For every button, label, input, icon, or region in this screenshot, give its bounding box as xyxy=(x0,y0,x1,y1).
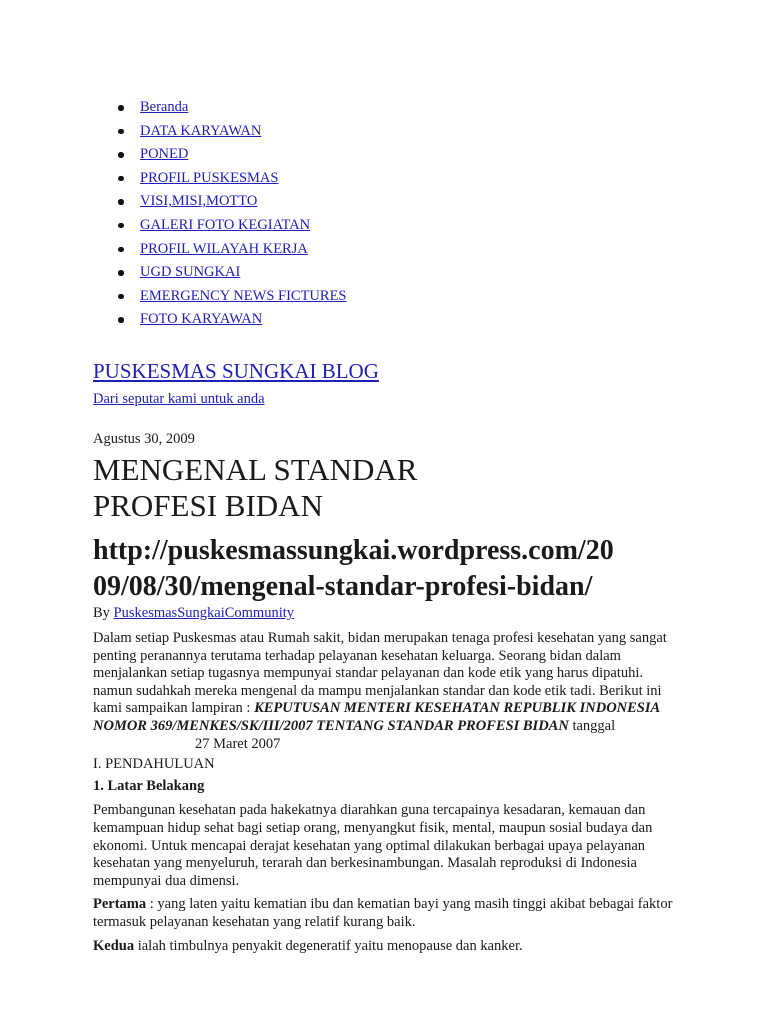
nav-link-ugd-sungkai[interactable]: UGD SUNGKAI xyxy=(140,264,241,281)
post-url-line-2: 09/08/30/mengenal-standar-profesi-bidan/ xyxy=(93,571,593,602)
nav-item-beranda xyxy=(94,96,347,120)
intro-paragraph xyxy=(93,630,678,753)
nav-item-poned xyxy=(94,143,347,167)
post-title-line-1: MENGENAL STANDAR xyxy=(93,452,418,487)
author-link[interactable]: PuskesmasSungkaiCommunity xyxy=(113,605,295,621)
byline xyxy=(93,605,294,622)
nav-menu xyxy=(94,96,347,332)
decree-date-label: tanggal xyxy=(572,717,616,734)
decree-title: KEPUTUSAN MENTERI KESEHATAN REPUBLIK INDONESIA NOMOR 369/MENKES/SK/III/2007 TENTANG STANDAR PROFESI BIDAN xyxy=(93,700,660,734)
section-heading: I. PENDAHULUAN xyxy=(93,756,215,773)
post-title-line-2: PROFESI BIDAN xyxy=(93,488,323,523)
nav-link-beranda[interactable]: Beranda xyxy=(140,99,189,115)
post-url xyxy=(93,533,733,605)
pertama-paragraph xyxy=(93,896,678,931)
nav-item-profil-wilayah-kerja xyxy=(94,238,347,262)
post-date: Agustus 30, 2009 xyxy=(93,431,195,447)
post-content xyxy=(93,630,678,955)
nav-item-galeri-foto-kegiatan xyxy=(94,214,347,238)
decree-date: 27 Maret 2007 xyxy=(195,735,281,752)
intro-text: Dalam setiap Puskesmas atau Rumah sakit, bidan merupakan tenaga profesi kesehatan yang sangat penting peranannya terutama terhadap pelayanan kesehatan keluarga. Seorang bidan dalam menjalankan setiap tugasnya mempunyai standar pelayanan dan kode etik yang harus dipatuhi. namun sudahkah mereka mengenal da mampu menjalankan standar dan kode etik tadi. Berikut ini kami sampaikan lampiran : xyxy=(93,630,667,717)
nav-link-foto-karyawan[interactable]: FOTO KARYAWAN xyxy=(140,311,263,328)
kedua-text: ialah timbulnya penyakit degeneratif yaitu menopause dan kanker. xyxy=(134,937,523,954)
nav-link-emergency-news[interactable]: EMERGENCY NEWS FICTURES xyxy=(140,287,347,304)
nav-item-ugd-sungkai xyxy=(94,261,347,285)
blog-title-link[interactable]: PUSKESMAS SUNGKAI BLOG xyxy=(93,359,379,383)
post-url-line-1: http://puskesmassungkai.wordpress.com/20 xyxy=(93,535,614,566)
blog-title xyxy=(93,359,379,384)
pertama-label: Pertama xyxy=(93,896,147,913)
kedua-paragraph xyxy=(93,938,678,956)
nav-link-profil-puskesmas[interactable]: PROFIL PUSKESMAS xyxy=(140,169,279,186)
post-title xyxy=(93,452,733,524)
nav-link-galeri-foto-kegiatan[interactable]: GALERI FOTO KEGIATAN xyxy=(140,216,311,233)
nav-item-emergency-news xyxy=(94,285,347,309)
subheading: 1. Latar Belakang xyxy=(93,777,205,794)
nav-link-profil-wilayah-kerja[interactable]: PROFIL WILAYAH KERJA xyxy=(140,240,308,257)
nav-link-visi-misi-motto[interactable]: VISI,MISI,MOTTO xyxy=(140,193,258,210)
nav-link-data-karyawan[interactable]: DATA KARYAWAN xyxy=(140,122,262,139)
nav-item-visi-misi-motto xyxy=(94,190,347,214)
nav-item-foto-karyawan xyxy=(94,308,347,332)
pertama-text: : yang laten yaitu kematian ibu dan kematian bayi yang masih tinggi akibat bebagai faktor termasuk pelayanan kesehatan yang relatif kurang baik. xyxy=(93,896,673,930)
body-paragraph: Pembangunan kesehatan pada hakekatnya diarahkan guna tercapainya kesadaran, kemauan dan kemampuan hidup sehat bagi setiap orang, menyangkut fisik, mental, maupun sosial budaya dan ekonomi. Untuk mencapai derajat kesehatan yang optimal dilakukan berbagai upaya pelayanan kesehatan yang menyeluruh, terarah dan berkesinambungan. Masalah reproduksi di Indonesia mempunyai dua dimensi. xyxy=(93,802,653,889)
kedua-label: Kedua xyxy=(93,937,135,954)
nav-item-data-karyawan xyxy=(94,120,347,144)
nav-link-poned[interactable]: PONED xyxy=(140,146,189,163)
blog-description xyxy=(93,391,265,408)
nav-item-profil-puskesmas xyxy=(94,167,347,191)
blog-description-link[interactable]: Dari seputar kami untuk anda xyxy=(93,391,265,407)
byline-label: By xyxy=(93,605,114,621)
